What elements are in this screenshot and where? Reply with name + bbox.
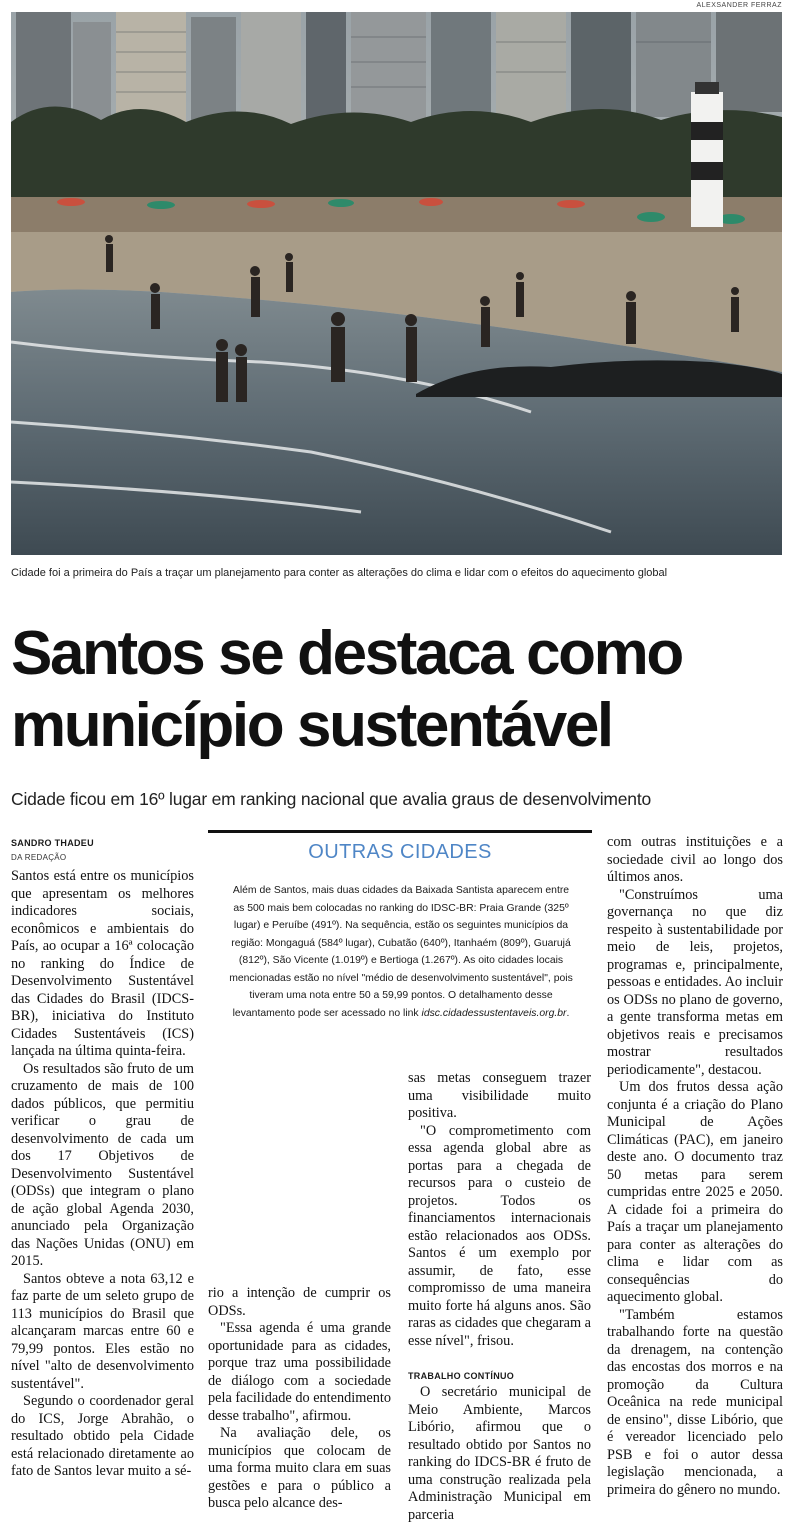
article-paragraph: Na avaliação dele, os municípios que colocam de uma forma muito clara em suas gestões e para o público a busca pelo alcance des- [208,1425,391,1511]
photo-credit: ALEXSANDER FERRAZ [696,2,782,9]
byline-author: SANDRO THADEU [11,838,94,848]
sidebar-body [226,882,576,1022]
sidebar-link[interactable]: idsc.cidadessustentaveis.org.br [421,1007,567,1019]
article-paragraph: "Construímos uma governança no que diz respeito à sustentabilidade por meio de leis, projetos, programas e, principalmente, pessoas e entidades. Ao incluir os ODSs no plano de governo, a gente transforma metas em objetivos reais e precisamos mostrar resultados periodicamente", destacou. [607,886,783,1078]
photo-caption: Cidade foi a primeira do País a traçar um planejamento para conter as alterações do clima e lidar com o efeitos do aquecimento global [11,567,668,579]
article-paragraph: sas metas conseguem trazer uma visibilidade muito positiva. [408,1070,591,1121]
article-paragraph: Os resultados são fruto de um cruzamento de mais de 100 dados públicos, que permitiu verificar o grau de desenvolvimento de cada um dos 17 Objetivos de Desenvolvimento Sustentável (ODSs) que integram o plano de ação global Agenda 2030, anunciado pela Organização das Nações Unidas (ONU) em 2015. [11,1060,194,1269]
article-paragraph: com outras instituições e a sociedade civil ao longo dos últimos anos. [607,834,783,885]
article-paragraph: "O comprometimento com essa agenda global abre as portas para a chegada de recursos para o custeio de projetos. Todos os financiamentos internacionais estão relacionados aos ODSs. Santos é um exemplo por assumir, de fato, esse compromisso de uma maneira muito forte há alguns anos. São raras as cidades que chegaram a esse nível", frisou. [408,1122,591,1349]
headline [11,618,783,762]
article-paragraph: "Essa agenda é uma grande oportunidade para as cidades, porque traz uma possibilidade de diálogo com a sociedade pela facilidade do entendimento desse trabalho", afirmou. [208,1320,392,1424]
article-paragraph: Segundo o coordenador geral do ICS, Jorge Abrahão, o resultado obtido pela Cidade está relacionado diretamente ao fato de Santos levar muito a sé- [11,1393,194,1479]
article-column-2 [208,1285,391,1533]
sidebar-link-suffix: . [566,1007,570,1019]
byline-desk: DA REDAÇÃO [11,853,67,862]
article-column-3-continued [408,1384,591,1534]
article-paragraph: Santos obteve a nota 63,12 e faz parte de um seleto grupo de 113 municípios do Brasil que alcançaram marcas entre 60 e 79,99 pontos. Eles estão no nível "alto de desenvolvimento sustentável". [11,1270,194,1392]
sidebar-text: Além de Santos, mais duas cidades da Baixada Santista aparecem entre as 500 mais bem colocadas no ranking do IDSC-BR: Praia Grande (325º lugar) e Peruíbe (491º). Na sequência, estão os seguintes municípios da região: Mongaguá (584º lugar), Cubatão (640º), Itanhaém (809º), Guarujá (812º), São Vicente (1.019º) e Bertioga (1.267º). As oito cidades locais mencionadas estão no nível "médio de desenvolvimento sustentável", pois tiveram uma nota entre 50 a 59,99 pontos. O detalhamento desse levantamento pode ser acessado no link [229,885,573,1019]
sidebar-title: OUTRAS CIDADES [308,841,492,863]
subheadline: Cidade ficou em 16º lugar em ranking nacional que avalia graus de desenvolvimento [11,789,652,809]
headline-line-1: Santos se destaca como [11,619,682,688]
sidebar-top-rule [208,830,592,833]
article-paragraph: "Também estamos trabalhando forte na questão da drenagem, na contenção das encostas dos morros e na promoção da Cultura Oceânica na rede municipal de ensino", disse Libório, que é vereador licenciado pelo PSB e foi o autor dessa legislação mencionada, a primeira do gênero no mundo. [607,1306,783,1498]
article-paragraph: O secretário municipal de Meio Ambiente, Marcos Libório, afirmou que o resultado obtido por Santos no ranking do IDCS-BR é fruto de uma construção realizada pela Administração Municipal em parceria [408,1384,591,1523]
article-column-1 [11,868,194,1532]
beach-photo [11,12,782,555]
article-column-4 [607,834,783,1534]
article-paragraph: Santos está entre os municípios que apresentam os melhores indicadores sociais, econômicos e ambientais do País, ao ocupar a 16ª colocação no ranking do Índice de Desenvolvimento Sustentável das Cidades do Brasil (IDCS-BR), iniciativa do Instituto Cidades Sustentáveis (ICS) lançada na última quinta-feira. [11,868,194,1059]
headline-line-2: município sustentável [11,691,612,760]
article-paragraph: Um dos frutos dessa ação conjunta é a criação do Plano Municipal de Ações Climáticas (PAC), em janeiro deste ano. O documento traz 50 metas para serem cumpridas entre 2025 e 2050. A cidade foi a primeira do País a traçar um planejamento para conter as alterações do clima e lidar com as consequências do aquecimento global. [607,1079,783,1305]
section-subhead: TRABALHO CONTÍNUO [408,1371,515,1381]
article-column-3 [408,1070,591,1349]
beach-scene-illustration [11,12,782,555]
article-paragraph: rio a intenção de cumprir os ODSs. [208,1285,391,1319]
